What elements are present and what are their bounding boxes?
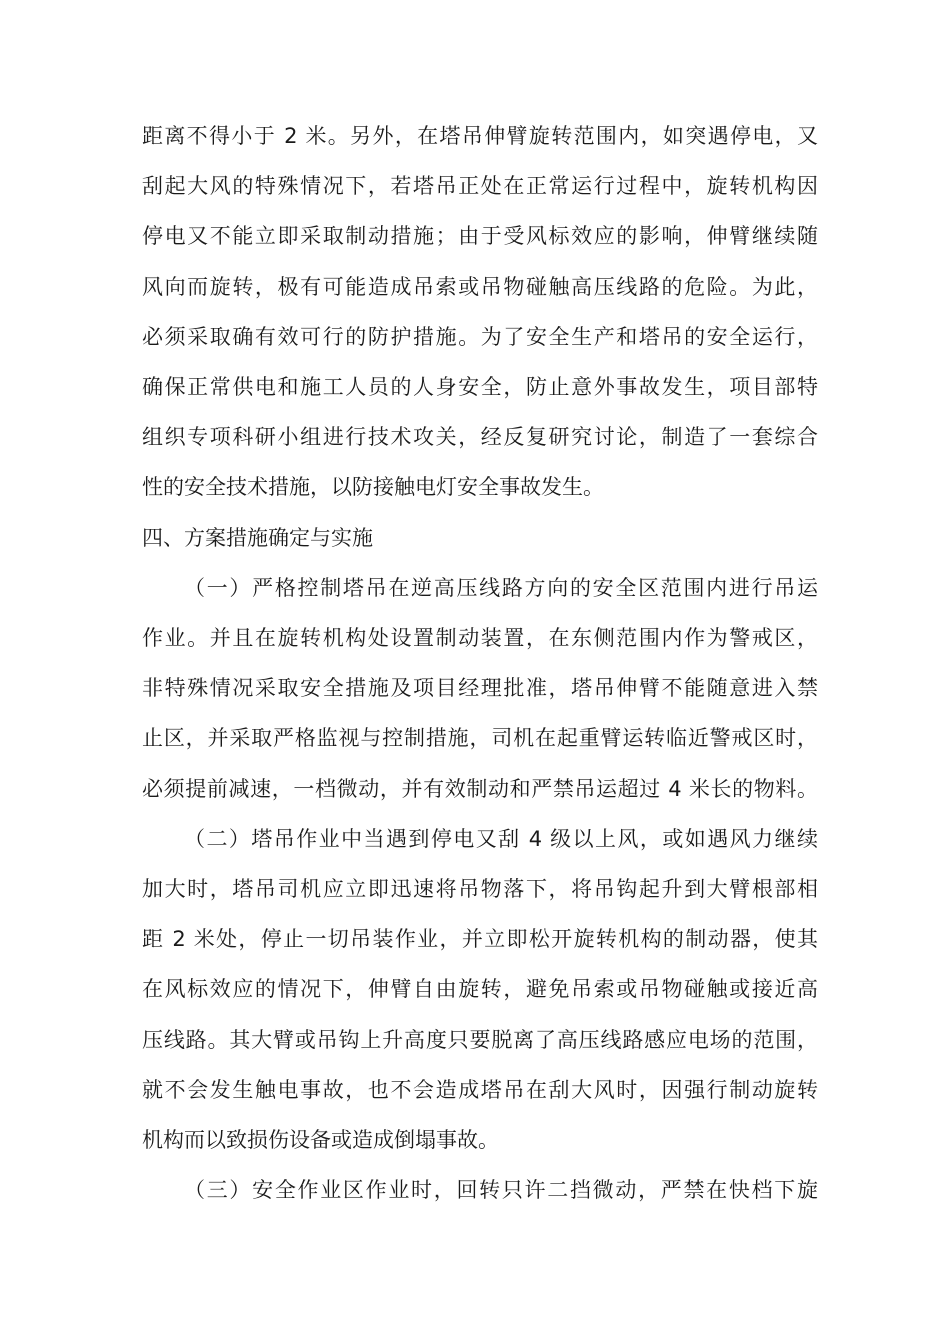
text-line: 止区，并采取严格监视与控制措施，司机在起重臂运转临近警戒区时，: [142, 726, 818, 751]
text-line: 必须采取确有效可行的防护措施。为了安全生产和塔吊的安全运行，: [142, 324, 818, 349]
text-line: 风向而旋转，极有可能造成吊索或吊物碰触高压线路的危险。为此，: [142, 274, 818, 299]
text-line: 就不会发生触电事故，也不会造成塔吊在刮大风时，因强行制动旋转: [142, 1077, 818, 1102]
text-line: （一）严格控制塔吊在逆高压线路方向的安全区范围内进行吊运: [184, 575, 818, 600]
text-line: 性的安全技术措施，以防接触电灯安全事故发生。: [142, 475, 604, 500]
text-line: 非特殊情况采取安全措施及项目经理批准，塔吊伸臂不能随意进入禁: [142, 676, 818, 701]
text-line: 加大时，塔吊司机应立即迅速将吊物落下，将吊钩起升到大臂根部相: [142, 877, 818, 901]
text-line: 作业。并且在旋转机构处设置制动装置，在东侧范围内作为警戒区，: [142, 626, 818, 650]
text-line: 距 2 米处，停止一切吊装作业，并立即松开旋转机构的制动器，使其: [142, 927, 818, 952]
text-line: 刮起大风的特殊情况下，若塔吊正处在正常运行过程中，旋转机构因: [142, 174, 818, 199]
text-line: （二）塔吊作业中当遇到停电又刮 4 级以上风，或如遇风力继续: [184, 826, 818, 851]
text-line: 确保正常供电和施工人员的人身安全，防止意外事故发生，项目部特: [142, 375, 818, 399]
text-line: 必须提前减速，一档微动，并有效制动和严禁吊运超过 4 米长的物料。: [142, 776, 818, 801]
text-line: 停电又不能立即采取制动措施；由于受风标效应的影响，伸臂继续随: [142, 224, 818, 249]
text-line: （三）安全作业区作业时，回转只许二挡微动，严禁在快档下旋: [184, 1178, 818, 1203]
text-line: 距离不得小于 2 米。另外，在塔吊伸臂旋转范围内，如突遇停电，又: [142, 124, 818, 148]
text-line: 压线路。其大臂或吊钩上升高度只要脱离了高压线路感应电场的范围，: [142, 1027, 818, 1052]
section-heading: 四、方案措施确定与实施: [142, 525, 373, 550]
text-line: 机构而以致损伤设备或造成倒塌事故。: [142, 1128, 499, 1152]
text-line: 组织专项科研小组进行技术攻关，经反复研究讨论，制造了一套综合: [142, 425, 818, 450]
text-line: 在风标效应的情况下，伸臂自由旋转，避免吊索或吊物碰触或接近高: [142, 977, 818, 1002]
